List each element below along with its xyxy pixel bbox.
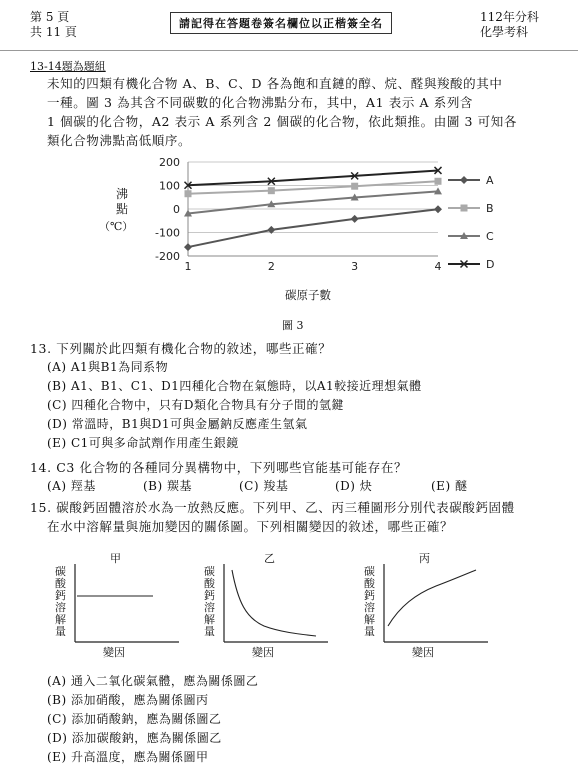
exam-subject: 化學考科 [480, 25, 529, 39]
graph-yi-plot [220, 562, 330, 644]
boiling-point-chart [140, 152, 520, 302]
q15-stem-line: 在水中溶解量與施加變因的關係圖。下列相關變因的敘述，哪些正確？ [47, 519, 454, 534]
header-divider [0, 50, 578, 51]
q13-option-a[interactable]: (A) A1與B1為同系物 [47, 360, 169, 374]
y-tick-label: -100 [155, 226, 180, 240]
graph-yi [204, 550, 334, 660]
series-line [188, 209, 438, 247]
graph-xlabel: 變因 [412, 646, 434, 659]
section-intro [47, 74, 557, 150]
q14-option-a[interactable]: (A) 羥基 [47, 479, 96, 493]
q15-stem-line: 15. 碳酸鈣固體溶於水為一放熱反應。下列甲、乙、丙三種圖形分別代表碳酸鈣固體 [30, 500, 515, 515]
q14-option-c[interactable]: (C) 羧基 [239, 479, 289, 493]
graph-curve [232, 570, 316, 636]
legend-item [448, 230, 494, 243]
graph-jia-plot [71, 562, 181, 644]
graph-xlabel: 變因 [252, 646, 274, 659]
legend-label: C [486, 230, 494, 243]
intro-line: 類化合物沸點高低順序。 [47, 133, 192, 148]
data-point [461, 205, 468, 212]
graph-ylabel: 碳酸鈣溶解量 [364, 565, 375, 638]
q13-option-e[interactable]: (E) C1可與多命試劑作用產生銀鏡 [47, 436, 239, 450]
q14-option-b[interactable]: (B) 羰基 [143, 479, 192, 493]
q14-option-e[interactable]: (E) 醚 [431, 479, 468, 493]
graph-curve [388, 570, 476, 626]
data-point [460, 176, 468, 184]
data-point [184, 243, 192, 251]
data-point [434, 205, 442, 213]
chart-legend [448, 174, 494, 271]
q15-option-a[interactable]: (A) 通入二氧化碳氣體，應為關係圖乙 [47, 674, 259, 688]
graph-bing [364, 550, 494, 660]
graph-title: 丙 [419, 552, 430, 565]
signature-notice: 請記得在答題卷簽名欄位以正楷簽全名 [170, 12, 392, 34]
data-point [185, 190, 192, 197]
q13-stem: 13. 下列關於此四類有機化合物的敘述，哪些正確？ [30, 341, 332, 356]
legend-item [448, 202, 494, 215]
x-tick-label: 1 [184, 260, 192, 273]
x-tick-labels [185, 260, 442, 273]
legend-item [448, 174, 494, 187]
y-tick-label: 200 [159, 156, 180, 169]
graph-xlabel: 變因 [103, 646, 125, 659]
y-tick-label: 0 [173, 203, 180, 216]
q13-options [47, 358, 422, 453]
graph-jia [55, 550, 185, 660]
y-axis-label-char: 點 [115, 202, 128, 216]
page-total: 共 11 頁 [30, 25, 77, 39]
x-tick-label: 4 [434, 260, 442, 273]
y-tick-labels [155, 156, 180, 263]
q13-option-c[interactable]: (C) 四種化合物中，只有D類化合物具有分子間的氫鍵 [47, 398, 344, 412]
q15-options [47, 672, 258, 767]
graph-bing-plot [380, 562, 490, 644]
intro-line: 1 個碳的化合物，A2 表示 A 系列含 2 個碳的化合物，依此類推。由圖 3 可知各 [47, 114, 517, 129]
q13-option-b[interactable]: (B) A1、B1、C1、D1四種化合物在氣態時，以A1較接近理想氣體 [47, 379, 422, 393]
y-axis-label-char: 沸 [115, 187, 128, 201]
intro-line: 一種。圖 3 為其含不同碳數的化合物沸點分布，其中，A1 表示 A 系列含 [47, 95, 474, 110]
y-axis-unit: （℃） [99, 220, 134, 233]
q15-option-d[interactable]: (D) 添加碳酸鈉，應為關係圖乙 [47, 731, 222, 745]
legend-label: B [486, 202, 494, 215]
q14-stem: 14. C3 化合物的各種同分異構物中，下列哪些官能基可能存在？ [30, 460, 408, 475]
q15-option-b[interactable]: (B) 添加硝酸，應為關係圖丙 [47, 693, 209, 707]
q15-option-e[interactable]: (E) 升高溫度，應為關係圖甲 [47, 750, 209, 764]
q15-stem [30, 498, 515, 536]
x-tick-label: 3 [351, 260, 359, 273]
y-axis-label [110, 187, 134, 217]
q13-option-d[interactable]: (D) 常溫時，B1與D1可與金屬鈉反應產生氫氣 [47, 417, 308, 431]
graph-ylabel: 碳酸鈣溶解量 [204, 565, 215, 638]
data-point [435, 178, 442, 185]
series-a [184, 205, 442, 251]
legend-label: D [486, 258, 495, 271]
y-tick-label: -200 [155, 250, 180, 263]
q14-option-d[interactable]: (D) 炔 [335, 479, 373, 493]
x-axis-label: 碳原子數 [285, 288, 331, 302]
x-tick-label: 2 [267, 260, 275, 273]
page-number: 第 5 頁 [30, 10, 70, 24]
section-title: 13-14題為題組 [30, 60, 106, 73]
y-tick-label: 100 [159, 179, 180, 193]
data-point [351, 215, 359, 223]
exam-year: 112年分科 [480, 10, 539, 24]
figure-caption: 圖 3 [282, 319, 304, 332]
graph-title: 乙 [264, 552, 275, 565]
data-point [268, 187, 275, 194]
legend-item [448, 258, 494, 271]
q15-option-c[interactable]: (C) 添加硝酸鈉，應為關係圖乙 [47, 712, 222, 726]
legend-label: A [486, 174, 494, 187]
series-line [188, 191, 438, 213]
data-point [351, 183, 358, 190]
intro-line: 未知的四類有機化合物 A、B、C、D 各為飽和直鏈的醇、烷、醛與羧酸的其中 [47, 76, 503, 91]
graph-title: 甲 [110, 552, 121, 565]
graph-ylabel: 碳酸鈣溶解量 [55, 565, 66, 638]
